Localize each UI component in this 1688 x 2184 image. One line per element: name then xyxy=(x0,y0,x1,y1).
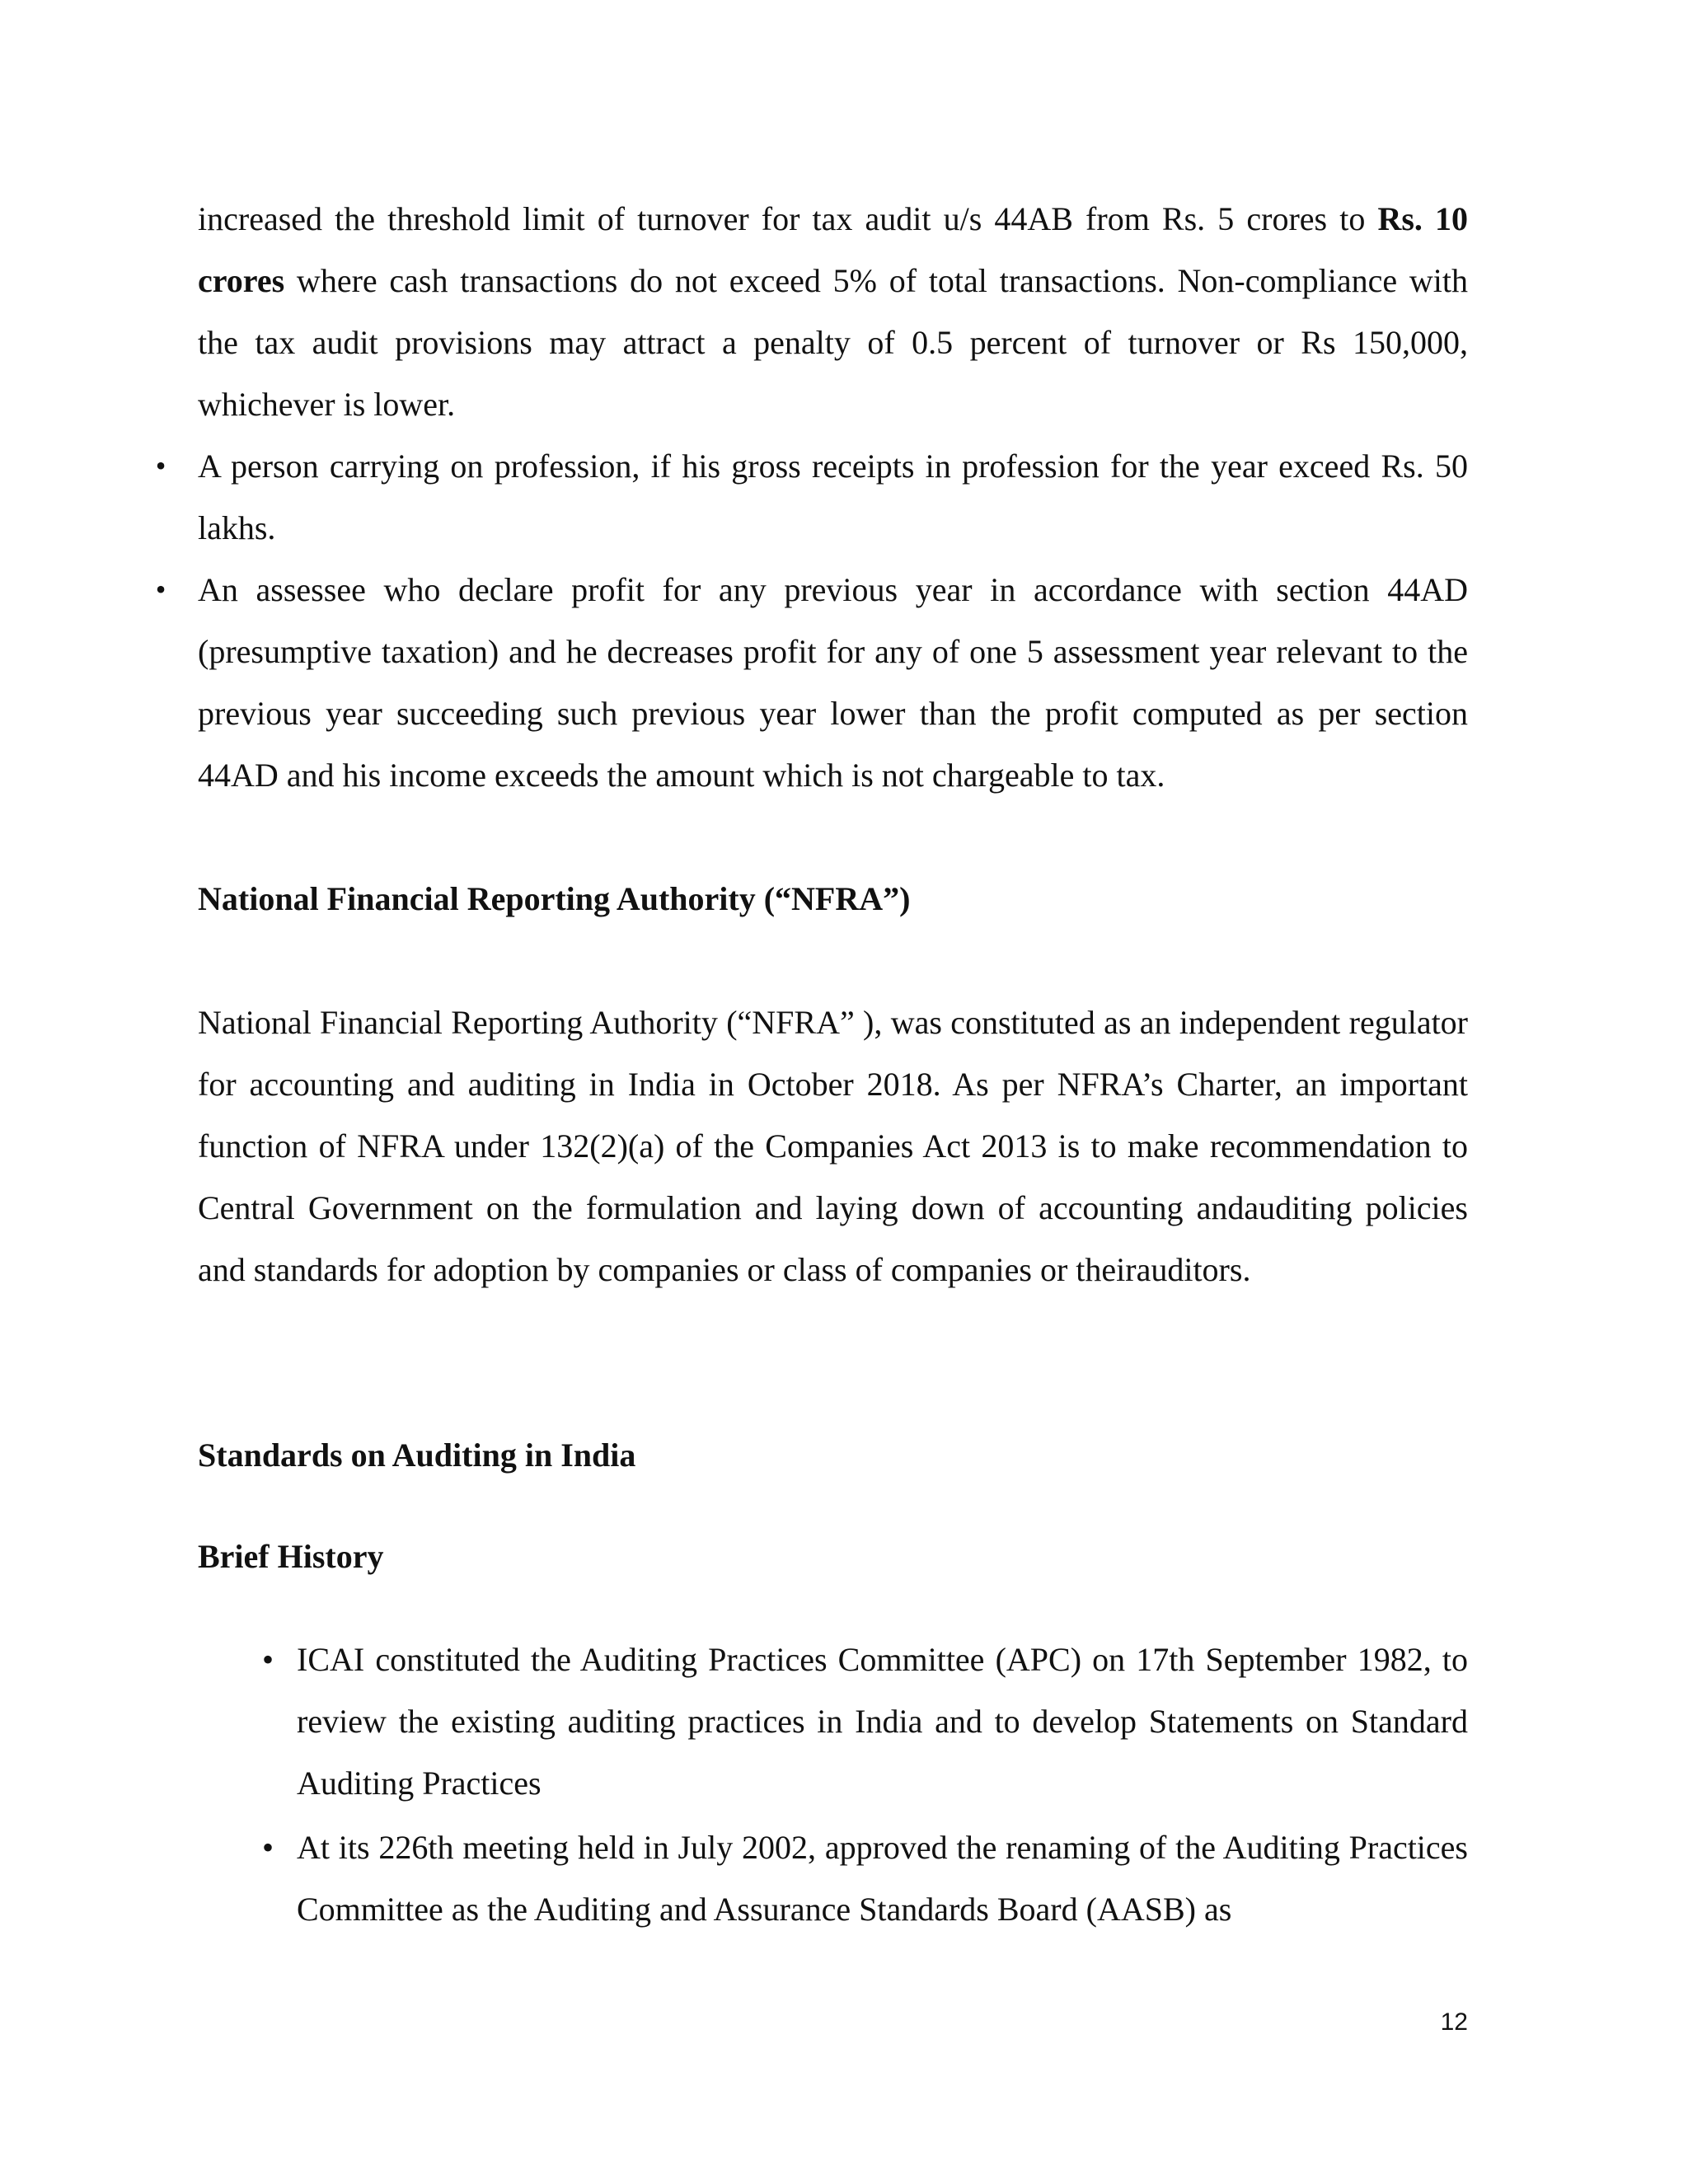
list-item-text: A person carrying on profession, if his gross receipts in profession for the year exceed Rs. 50 lakhs. xyxy=(198,448,1468,546)
section-heading-standards: Standards on Auditing in India xyxy=(198,1436,636,1474)
bullet-icon: • xyxy=(155,573,166,606)
list-item-profession xyxy=(155,435,1468,559)
subheading-brief-history: Brief History xyxy=(198,1538,384,1575)
bullet-icon: • xyxy=(155,449,166,482)
bullet-icon: • xyxy=(261,1641,274,1678)
nfra-paragraph: National Financial Reporting Authority (“NFRA” ), was constituted as an independent regulator for accounting and auditing in India in October 2018. As per NFRA’s Charter, an important function of NFRA under 132(2)(a) of the Companies Act 2013 is to make recommendation to Central Government on the formulation and laying down of accounting andauditing policies and standards for adoption by companies or class of companies or theirauditors. xyxy=(198,1004,1468,1288)
list-item-aasb xyxy=(261,1816,1468,1940)
list-item-text: An assessee who declare profit for any previous year in accordance with section 44AD (presumptive taxation) and he decreases profit for any of one 5 assessment year relevant to the previous year succeeding such previous year lower than the profit computed as per section 44AD and his income exceeds the amount which is not chargeable to tax. xyxy=(198,571,1468,794)
section-heading-nfra: National Financial Reporting Authority (“NFRA”) xyxy=(198,880,911,917)
intro-text-part2: where cash transactions do not exceed 5% of total transactions. Non-compliance with the tax audit provisions may attract a penalty of 0.5 percent of turnover or Rs 150,000, whichever is lower. xyxy=(198,262,1468,423)
list-item-text: At its 226th meeting held in July 2002, approved the renaming of the Auditing Practices Committee as the Auditing and Assurance Standards Board (AASB) as xyxy=(297,1829,1468,1928)
list-item-text: ICAI constituted the Auditing Practices Committee (APC) on 17th September 1982, to review the existing auditing practices in India and to develop Statements on Standard Auditing Practices xyxy=(297,1641,1468,1802)
list-item-presumptive-taxation xyxy=(155,559,1468,806)
intro-paragraph xyxy=(198,188,1468,435)
list-item-apc xyxy=(261,1629,1468,1814)
bullet-icon: • xyxy=(261,1829,274,1866)
intro-text-part1: increased the threshold limit of turnover for tax audit u/s 44AB from Rs. 5 crores to xyxy=(198,200,1378,237)
page-number: 12 xyxy=(1440,2008,1468,2036)
intro-bold-amount: Rs. 10 crores xyxy=(198,200,1468,299)
